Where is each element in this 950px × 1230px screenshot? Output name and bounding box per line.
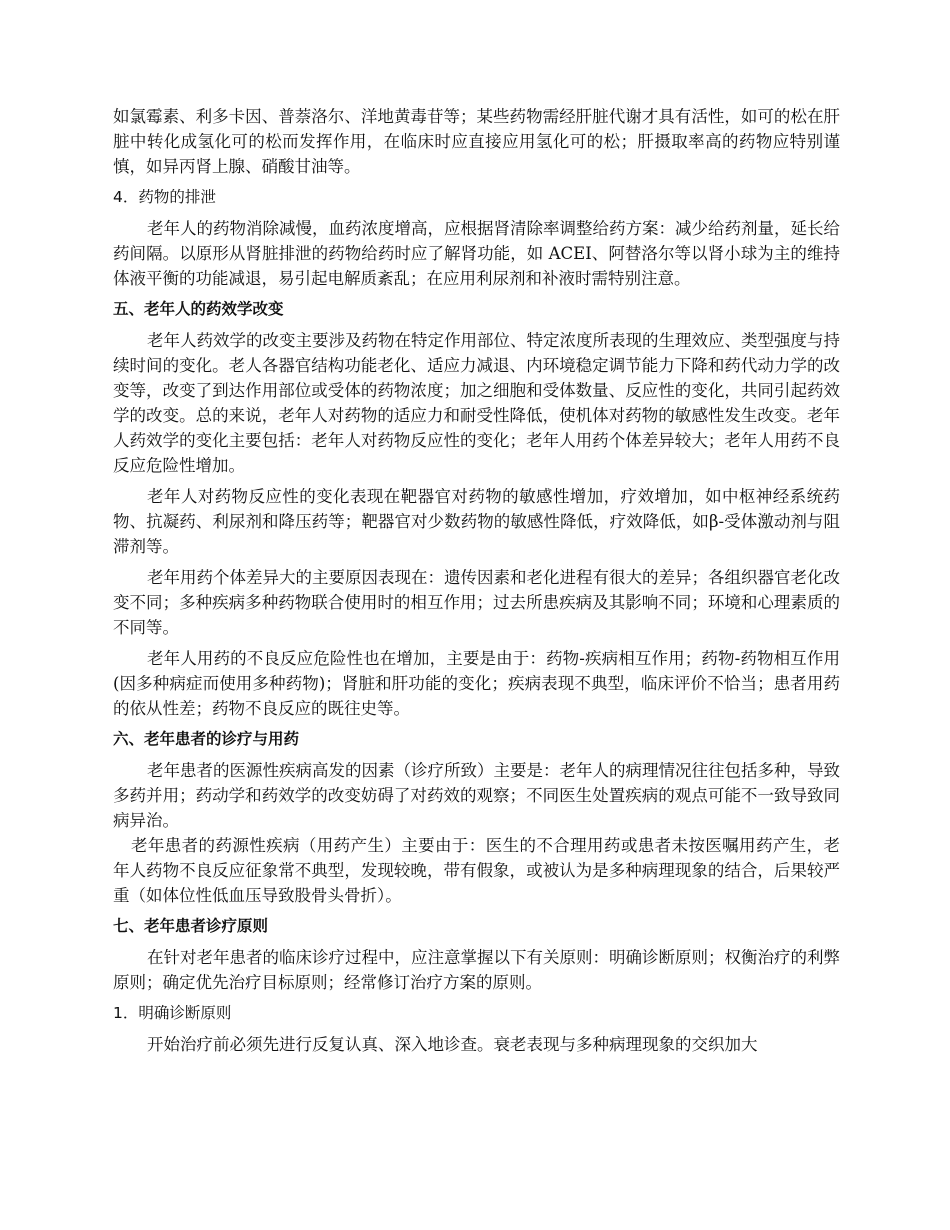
paragraph-iatrogenic-disease: 老年患者的医源性疾病高发的因素（诊疗所致）主要是：老年人的病理情况往往包括多种，导致多药并用；药动学和药效学的改变妨碍了对药效的观察；不同医生处置疾病的观点可能不一致导致同病异治。 <box>113 761 840 830</box>
document-page <box>113 104 840 1057</box>
section-heading-7: 七、老年患者诊疗原则 <box>113 917 269 935</box>
subheading-drug-excretion: 4．药物的排泄 <box>113 188 216 206</box>
paragraph-pharmacodynamics-2: 老年人对药物反应性的变化表现在靶器官对药物的敏感性增加，疗效增加，如中枢神经系统药物、抗凝药、利尿剂和降压药等；靶器官对少数药物的敏感性降低，疗效降低，如β-受体激动剂与阻滞剂等。 <box>113 487 840 556</box>
paragraph-clear-diagnosis: 开始治疗前必须先进行反复认真、深入地诊查。衰老表现与多种病理现象的交织加大 <box>147 1035 758 1054</box>
paragraph-drug-induced-disease: 老年患者的药源性疾病（用药产生）主要由于：医生的不合理用药或患者未按医嘱用药产生，老年人药物不良反应征象常不典型，发现较晚，带有假象，或被认为是多种病理现象的结合，后果较严重（如体位性低血压导致股骨头骨折）。 <box>113 836 840 905</box>
section-heading-5: 五、老年人的药效学改变 <box>113 300 284 318</box>
section-heading-6: 六、老年患者的诊疗与用药 <box>113 730 300 748</box>
paragraph-pharmacodynamics-4: 老年人用药的不良反应危险性也在增加，主要是由于：药物-疾病相互作用；药物-药物相互作用(因多种病症而使用多种药物)；肾脏和肝功能的变化；疾病表现不典型，临床评价不恰当；患者用药的依从性差；药物不良反应的既往史等。 <box>113 649 840 718</box>
paragraph-drug-excretion: 老年人的药物消除减慢，血药浓度增高，应根据肾清除率调整给药方案：减少给药剂量，延长给药间隔。以原形从肾脏排泄的药物给药时应了解肾功能，如 ACEI、阿替洛尔等以肾小球为主的维持体液平衡的功能减退，易引起电解质紊乱；在应用利尿剂和补液时需特别注意。 <box>113 219 840 288</box>
paragraph-liver-metabolism: 如氯霉素、利多卡因、普萘洛尔、洋地黄毒苷等；某些药物需经肝脏代谢才具有活性，如可的松在肝脏中转化成氢化可的松而发挥作用，在临床时应直接应用氢化可的松；肝摄取率高的药物应特别谨慎，如异丙肾上腺、硝酸甘油等。 <box>113 107 840 176</box>
subheading-clear-diagnosis: 1．明确诊断原则 <box>113 1004 232 1022</box>
paragraph-pharmacodynamics-1: 老年人药效学的改变主要涉及药物在特定作用部位、特定浓度所表现的生理效应、类型强度与持续时间的变化。老人各器官结构功能老化、适应力减退、内环境稳定调节能力下降和药代动力学的改变等，改变了到达作用部位或受体的药物浓度；加之细胞和受体数量、反应性的变化，共同引起药效学的改变。总的来说，老年人对药物的适应力和耐受性降低，使机体对药物的敏感性发生改变。老年人药效学的变化主要包括：老年人对药物反应性的变化；老年人用药个体差异较大；老年人用药不良反应危险性增加。 <box>113 331 840 475</box>
paragraph-treatment-principles: 在针对老年患者的临床诊疗过程中，应注意掌握以下有关原则：明确诊断原则；权衡治疗的利弊原则；确定优先治疗目标原则；经常修订治疗方案的原则。 <box>113 948 840 992</box>
paragraph-pharmacodynamics-3: 老年用药个体差异大的主要原因表现在：遗传因素和老化进程有很大的差异；各组织器官老化改变不同；多种疾病多种药物联合使用时的相互作用；过去所患疾病及其影响不同；环境和心理素质的不同等。 <box>113 568 840 637</box>
